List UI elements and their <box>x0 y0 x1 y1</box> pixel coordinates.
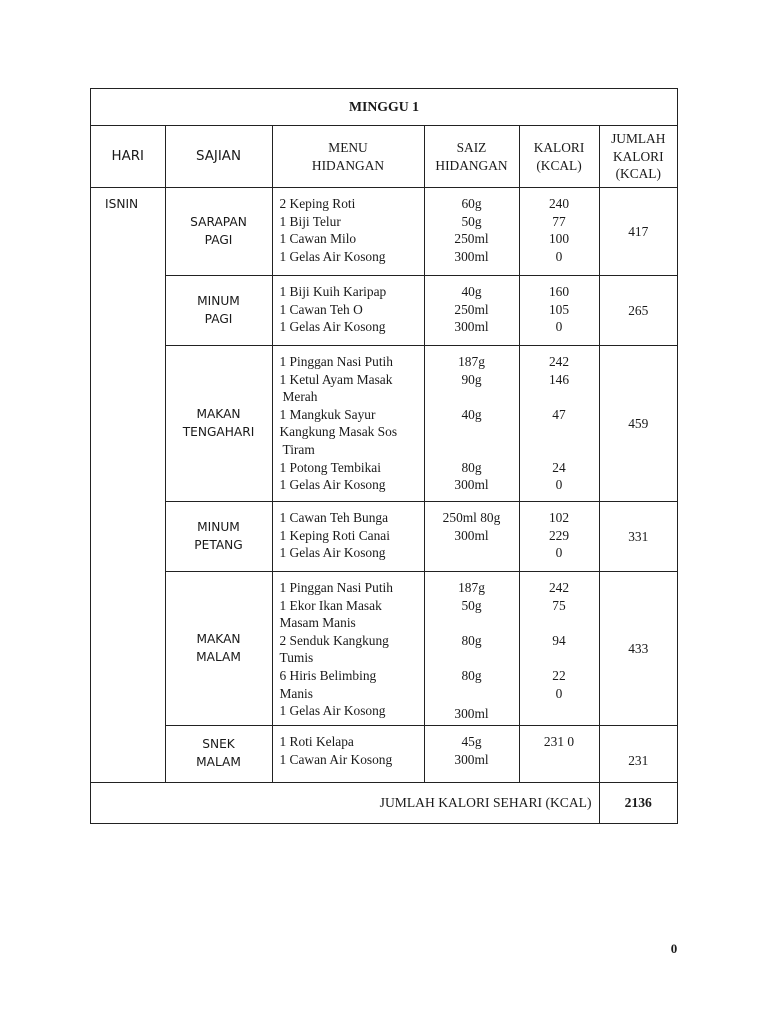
meal-total: 433 <box>599 572 677 726</box>
header-sajian: SAJIAN <box>165 126 272 188</box>
meal-name: MAKAN MALAM <box>165 572 272 726</box>
calorie-values <box>519 726 599 783</box>
calorie-value: 100 <box>548 231 570 247</box>
menu-item: Merah <box>282 389 318 405</box>
meal-total: 265 <box>599 276 677 346</box>
serving-size: 50g <box>461 213 482 229</box>
calorie-value: 105 <box>548 301 570 317</box>
calorie-value: 77 <box>552 213 566 229</box>
header-menu-line1: MENU <box>328 139 368 155</box>
menu-item: 2 Senduk Kangkung <box>279 632 389 648</box>
menu-item: 1 Mangkuk Sayur <box>279 406 376 422</box>
menu-item: 1 Cawan Milo <box>279 231 357 247</box>
calorie-values <box>519 346 599 502</box>
menu-item: Masam Manis <box>279 615 356 631</box>
header-jumlah <box>599 126 677 188</box>
calorie-value: 0 <box>555 545 563 561</box>
menu-item: 1 Potong Tembikai <box>279 459 381 475</box>
serving-size: 80g <box>461 667 482 683</box>
table-row <box>91 276 677 346</box>
table-row <box>91 502 677 572</box>
table-row <box>91 346 677 502</box>
serving-size: 300ml <box>454 751 489 767</box>
serving-size: 40g <box>461 284 482 299</box>
meal-plan-table <box>90 88 678 824</box>
calorie-value: 229 <box>548 527 570 543</box>
serving-size: 45g <box>461 734 482 749</box>
meal-name: MINUM PETANG <box>165 502 272 572</box>
menu-items <box>272 276 424 346</box>
serving-size: 187g <box>458 580 485 595</box>
menu-items <box>272 572 424 726</box>
menu-item: 1 Biji Telur <box>279 213 341 229</box>
menu-items <box>272 502 424 572</box>
calorie-value: 0 <box>555 319 563 335</box>
menu-item: 2 Keping Roti <box>279 196 356 211</box>
meal-total: 459 <box>599 346 677 502</box>
header-saiz-line2: HIDANGAN <box>435 157 508 173</box>
calorie-value: 22 <box>552 667 566 683</box>
header-kalori-line2: (KCAL) <box>536 157 582 173</box>
calorie-value: 146 <box>548 371 570 387</box>
daily-total-value: 2136 <box>599 783 677 824</box>
serving-size: 250ml <box>454 231 489 247</box>
calorie-value: 242 <box>548 580 570 595</box>
serving-size: 40g <box>461 406 482 422</box>
footer-row <box>91 783 677 824</box>
calorie-value: 94 <box>552 632 566 648</box>
header-row <box>91 126 677 188</box>
menu-item: Tumis <box>279 650 314 666</box>
header-menu <box>272 126 424 188</box>
serving-size: 50g <box>461 597 482 613</box>
meal-total: 417 <box>599 188 677 276</box>
serving-size: 300ml <box>454 248 489 264</box>
meal-total: 231 <box>599 726 677 783</box>
menu-items <box>272 726 424 783</box>
calorie-value: 231 0 <box>543 734 575 749</box>
menu-item: Kangkung Masak Sos <box>279 424 398 440</box>
calorie-value: 242 <box>548 354 570 369</box>
calorie-values <box>519 502 599 572</box>
serving-sizes <box>424 276 519 346</box>
serving-sizes <box>424 346 519 502</box>
meal-name: SNEK MALAM <box>165 726 272 783</box>
menu-item: 1 Ketul Ayam Masak <box>279 371 393 387</box>
header-jumlah-line3: (KCAL) <box>615 166 661 182</box>
calorie-value: 0 <box>555 248 563 264</box>
menu-item: 1 Gelas Air Kosong <box>279 319 386 335</box>
serving-size: 90g <box>461 371 482 387</box>
calorie-value: 0 <box>555 477 563 493</box>
calorie-value: 75 <box>552 597 566 613</box>
menu-item: 6 Hiris Belimbing <box>279 667 377 683</box>
calorie-values <box>519 188 599 276</box>
serving-size: 80g <box>461 632 482 648</box>
header-saiz <box>424 126 519 188</box>
calorie-value: 240 <box>548 196 570 211</box>
serving-sizes <box>424 188 519 276</box>
menu-item: 1 Cawan Teh Bunga <box>279 510 389 525</box>
header-kalori <box>519 126 599 188</box>
serving-sizes <box>424 572 519 726</box>
table-row <box>91 188 677 276</box>
header-saiz-line1: SAIZ <box>456 139 487 155</box>
serving-size: 300ml <box>454 706 489 722</box>
calorie-value: 47 <box>552 406 566 422</box>
menu-item: 1 Biji Kuih Karipap <box>279 284 387 299</box>
calorie-value: 24 <box>552 459 566 475</box>
menu-item: 1 Gelas Air Kosong <box>279 703 386 719</box>
table-row <box>91 726 677 783</box>
menu-item: 1 Gelas Air Kosong <box>279 545 386 561</box>
serving-sizes <box>424 726 519 783</box>
page-number: 0 <box>670 941 678 956</box>
meal-name: MAKAN TENGAHARI <box>165 346 272 502</box>
serving-size: 187g <box>458 354 485 369</box>
calorie-value: 102 <box>548 510 570 525</box>
serving-size: 80g <box>461 459 482 475</box>
menu-item: 1 Gelas Air Kosong <box>279 248 386 264</box>
serving-size: 60g <box>461 196 482 211</box>
menu-items <box>272 188 424 276</box>
header-jumlah-line1: JUMLAH <box>611 131 666 147</box>
menu-item: 1 Keping Roti Canai <box>279 527 390 543</box>
meal-total: 331 <box>599 502 677 572</box>
header-hari: HARI <box>91 126 165 188</box>
day-cell: ISNIN <box>91 188 165 783</box>
menu-item: 1 Pinggan Nasi Putih <box>279 580 393 595</box>
menu-item: 1 Pinggan Nasi Putih <box>279 354 393 369</box>
header-jumlah-line2: KALORI <box>612 148 664 164</box>
menu-item: 1 Ekor Ikan Masak <box>279 597 382 613</box>
serving-size: 300ml <box>454 527 489 543</box>
calorie-value: 0 <box>555 685 563 701</box>
daily-total-label: JUMLAH KALORI SEHARI (KCAL) <box>91 783 599 824</box>
menu-item: Manis <box>279 685 313 701</box>
serving-size: 300ml <box>454 319 489 335</box>
table-title: MINGGU 1 <box>91 89 677 126</box>
menu-item: 1 Cawan Air Kosong <box>279 751 393 767</box>
menu-items <box>272 346 424 502</box>
calorie-value: 160 <box>548 284 570 299</box>
meal-name: MINUM PAGI <box>165 276 272 346</box>
menu-item: 1 Roti Kelapa <box>279 734 354 749</box>
menu-item: 1 Cawan Teh O <box>279 301 363 317</box>
serving-size: 250ml <box>454 301 489 317</box>
calorie-values <box>519 276 599 346</box>
menu-item: 1 Gelas Air Kosong <box>279 477 386 493</box>
table-row <box>91 572 677 726</box>
menu-item: Tiram <box>282 441 315 457</box>
calorie-values <box>519 572 599 726</box>
serving-sizes <box>424 502 519 572</box>
header-menu-line2: HIDANGAN <box>311 157 385 173</box>
serving-size: 250ml 80g <box>442 510 501 525</box>
meal-name: SARAPAN PAGI <box>165 188 272 276</box>
header-kalori-line1: KALORI <box>533 139 585 155</box>
serving-size: 300ml <box>454 477 489 493</box>
